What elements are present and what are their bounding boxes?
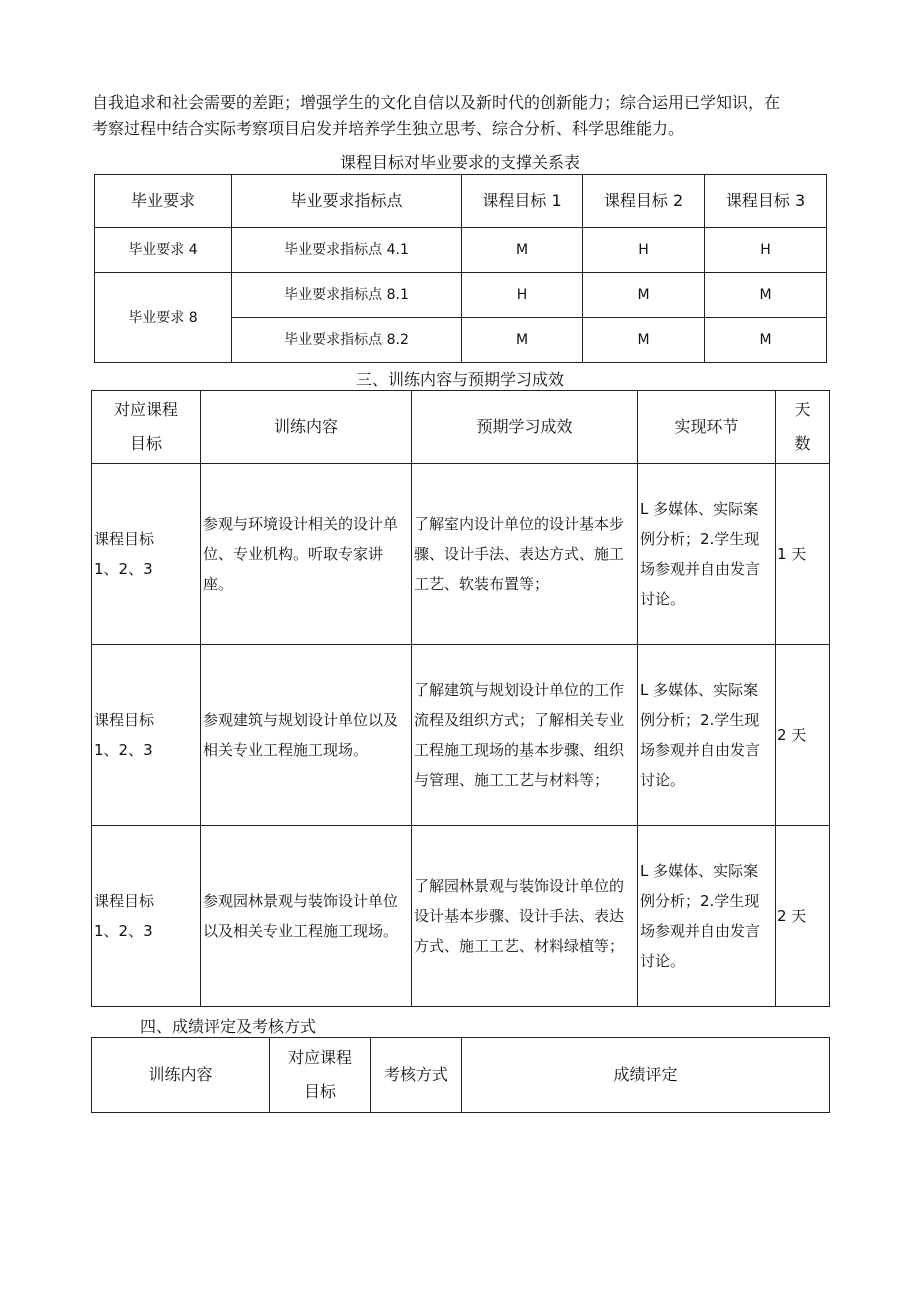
header-cell-method: 考核方式: [371, 1038, 462, 1113]
table-row: [92, 464, 830, 645]
table-row: [95, 228, 827, 273]
outcome-cell: 了解建筑与规划设计单位的工作流程及组织方式；了解相关专业工程施工现场的基本步骤、组织与管理、施工工艺与材料等；: [412, 645, 638, 826]
level-cell: M: [583, 273, 705, 318]
content-cell: 参观园林景观与装饰设计单位以及相关专业工程施工现场。: [201, 826, 412, 1007]
assessment-table: [91, 1037, 830, 1113]
header-cell: 课程目标 3: [705, 175, 827, 228]
header-cell-days: [776, 391, 830, 464]
intro-paragraph: [92, 90, 832, 142]
days-cell: 1 天: [776, 464, 830, 645]
header-goal-line1: 对应课程: [113, 400, 178, 419]
level-cell: M: [462, 318, 583, 363]
section3-title: 三、训练内容与预期学习成效: [355, 370, 564, 389]
days-cell: 2 天: [776, 645, 830, 826]
goal-cell: [92, 645, 201, 826]
table-row: [92, 645, 830, 826]
level-cell: H: [583, 228, 705, 273]
outcome-cell: 了解园林景观与装饰设计单位的设计基本步骤、设计手法、表达方式、施工工艺、材料绿植等；: [412, 826, 638, 1007]
content-cell: 参观与环境设计相关的设计单位、专业机构。听取专家讲座。: [201, 464, 412, 645]
training-content-table: [91, 390, 830, 1007]
table-header-row: [92, 1038, 830, 1113]
goal-cell: [92, 826, 201, 1007]
table-header-row: [95, 175, 827, 228]
header-cell: 课程目标 1: [462, 175, 583, 228]
table1-caption: 课程目标对毕业要求的支撑关系表: [339, 153, 580, 172]
header-cell: 毕业要求: [95, 175, 232, 228]
header-cell-goal: [270, 1038, 371, 1113]
header-goal-line2: 目标: [303, 1082, 336, 1101]
header-days-line1: 天: [794, 400, 811, 419]
indicator-cell: 毕业要求指标点 8.1: [232, 273, 462, 318]
header-cell-content: 训练内容: [92, 1038, 270, 1113]
goal-line1: 课程目标: [94, 711, 155, 729]
intro-line-2: 考察过程中结合实际考察项目启发并培养学生独立思考、综合分析、科学思维能力。: [92, 119, 685, 138]
level-cell: M: [462, 228, 583, 273]
header-cell-outcome: 预期学习成效: [412, 391, 638, 464]
level-cell: M: [705, 273, 827, 318]
header-cell-content: 训练内容: [201, 391, 412, 464]
header-cell: 课程目标 2: [583, 175, 705, 228]
step-cell: L 多媒体、实际案例分析；2.学生现场参观并自由发言讨论。: [638, 464, 776, 645]
intro-line-1: 自我追求和社会需要的差距；增强学生的文化自信以及新时代的创新能力；综合运用已学知识，在: [92, 93, 781, 112]
level-cell: H: [705, 228, 827, 273]
header-days-line2: 数: [794, 434, 811, 453]
step-cell: L 多媒体、实际案例分析；2.学生现场参观并自由发言讨论。: [638, 645, 776, 826]
level-cell: M: [705, 318, 827, 363]
level-cell: H: [462, 273, 583, 318]
step-cell: L 多媒体、实际案例分析；2.学生现场参观并自由发言讨论。: [638, 826, 776, 1007]
header-cell-goal: [92, 391, 201, 464]
table-row: [92, 826, 830, 1007]
level-cell: M: [583, 318, 705, 363]
section4-title: 四、成绩评定及考核方式: [140, 1017, 317, 1036]
goal-cell: [92, 464, 201, 645]
header-cell-step: 实现环节: [638, 391, 776, 464]
header-goal-line1: 对应课程: [287, 1048, 352, 1067]
table-header-row: [92, 391, 830, 464]
goal-line2: 1、2、3: [94, 922, 153, 940]
indicator-cell: 毕业要求指标点 8.2: [232, 318, 462, 363]
header-cell: 毕业要求指标点: [232, 175, 462, 228]
requirement-cell: 毕业要求 8: [95, 273, 232, 363]
goal-line1: 课程目标: [94, 892, 155, 910]
content-cell: 参观建筑与规划设计单位以及相关专业工程施工现场。: [201, 645, 412, 826]
header-goal-line2: 目标: [129, 434, 162, 453]
goal-line2: 1、2、3: [94, 741, 153, 759]
goal-line1: 课程目标: [94, 530, 155, 548]
header-cell-grade: 成绩评定: [462, 1038, 830, 1113]
goal-line2: 1、2、3: [94, 560, 153, 578]
table-row: [95, 273, 827, 318]
outcome-cell: 了解室内设计单位的设计基本步骤、设计手法、表达方式、施工工艺、软装布置等；: [412, 464, 638, 645]
indicator-cell: 毕业要求指标点 4.1: [232, 228, 462, 273]
support-relation-table: [94, 174, 827, 363]
days-cell: 2 天: [776, 826, 830, 1007]
requirement-cell: 毕业要求 4: [95, 228, 232, 273]
